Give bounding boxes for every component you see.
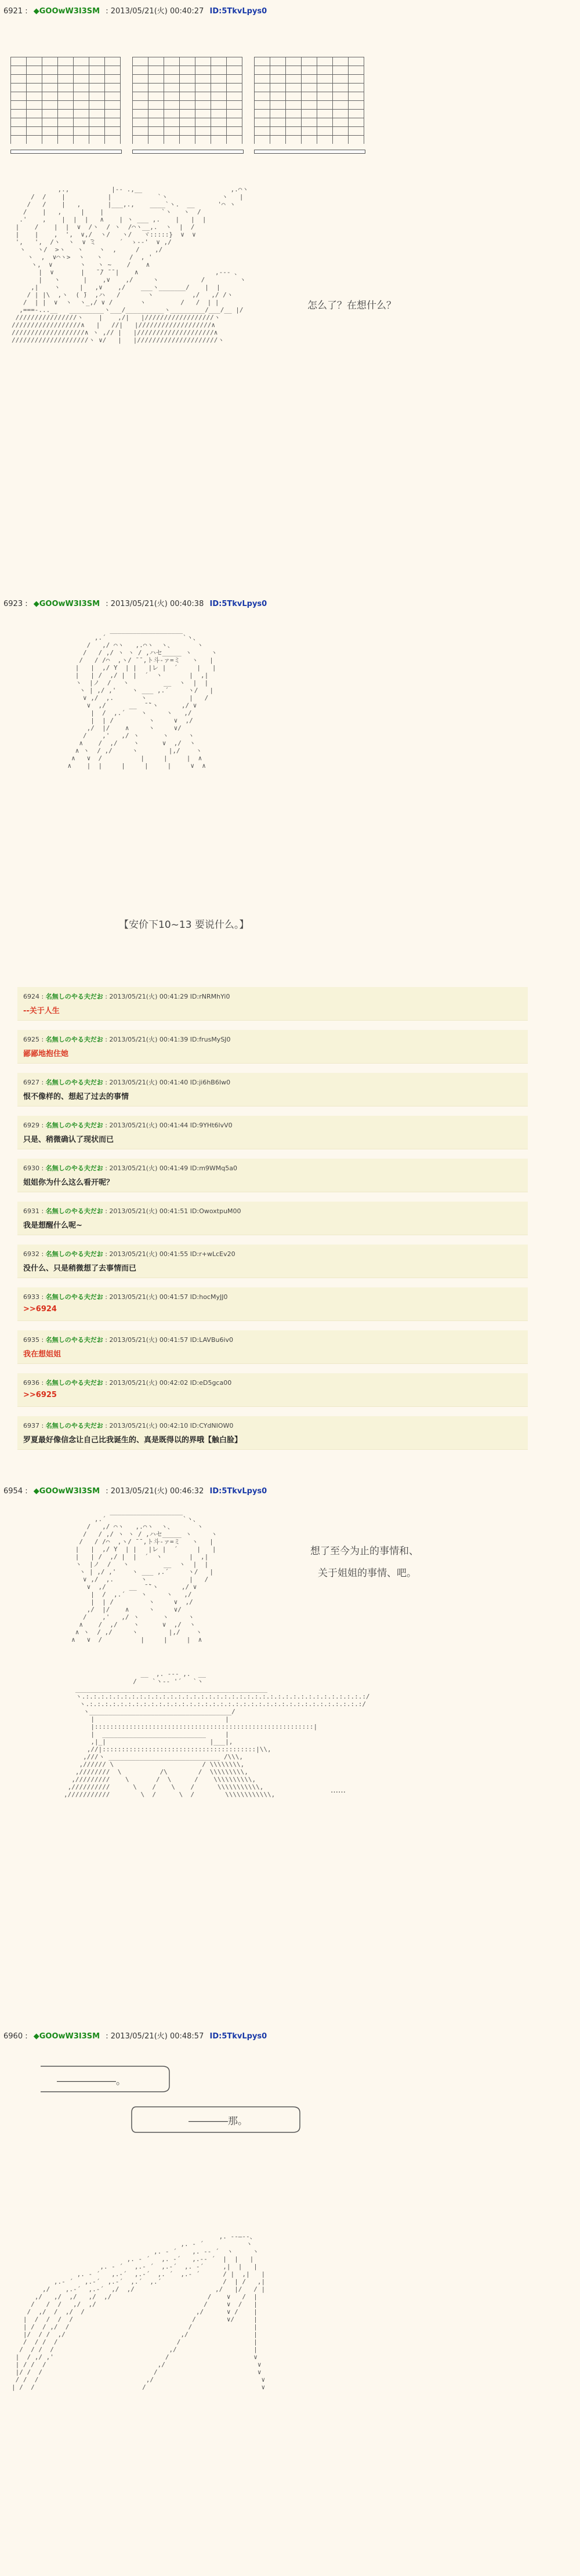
poster-id[interactable]: ID:5TkvLpys0 [209, 600, 267, 608]
post-date: : 2013/05/21(火) 00:46:32 [106, 1487, 204, 1496]
reply-link[interactable]: >>6925 [23, 1391, 57, 1399]
poster-id[interactable]: ID:5TkvLpys0 [209, 1487, 267, 1496]
post-header [3, 5, 267, 16]
post-date: : 2013/05/21(火) 00:48:57 [106, 2032, 204, 2041]
list-item: 6927 : 名無しのやる夫だお : 2013/05/21(火) 00:41:40 ID:ji6hB6Iw0 恨不像样的、想起了过去的事情 [17, 1073, 528, 1106]
speech-bubble: ――――那。 [188, 2116, 248, 2127]
speech-bubble: 关于姐姐的事情、吧。 [318, 1568, 416, 1579]
post-date: : 2013/05/21(火) 00:40:27 [106, 7, 204, 16]
ascii-art-character: ___________________ ,.´ `ヽ、 / ,/ ⌒ヽ ,.⌒ヽ ヽ、 ヽ / / ,/ ヽ ヽ / ,ハセ_____ ヽ ヽ / / /⌒ ,ヽ/ ̄ ̄ ,ト斗-ァ=ミ ヽ | | | ,/ Y | | |レ | ´ | | | | / ,/ | | ´ ヽ | ,| ヽ |ノ / ヽ __ ヽ | | ヽ | ,/ ,' ヽ ___ ,.´ ヽ/ | ∨ ,/ ,. ヽ | / ∨ ,/ __ ̄ ̄`ヽ ,/ ∨ | / ,.´ ヽ ヽ ,/ | | / ヽ ∨ ,/ ,/ |/ ∧ ヽ ∨/ / ,' ,/ ヽ ヽ ヽ ∧ / ,/ ヽ ∨ ,/ ヽ ∧ ヽ / ,/ ヽ |,/ ヽ ∧ ∨ / | | | ∧ [71, 1508, 217, 1643]
speech-bubble: …… [331, 1786, 346, 1795]
post-date: : 2013/05/21(火) 00:40:38 [106, 600, 204, 608]
post-header [3, 1485, 267, 1496]
poster-id[interactable]: ID:5TkvLpys0 [209, 2032, 267, 2041]
post-header [3, 597, 267, 608]
list-item: 6933 : 名無しのやる夫だお : 2013/05/21(火) 00:41:57 ID:hocMyJJ0 >>6924 [17, 1287, 528, 1321]
poster-id[interactable]: ID:5TkvLpys0 [209, 7, 267, 16]
speech-bubble: 怎么了？在想什么？ [307, 300, 396, 311]
list-item: 6931 : 名無しのやる夫だお : 2013/05/21(火) 00:41:51 ID:OwoxtpuM00 我是想醒什么呢~ [17, 1202, 528, 1235]
post-number: 6921 : [3, 7, 28, 16]
list-item: 6937 : 名無しのやる夫だお : 2013/05/21(火) 00:42:10 ID:CYdNIOW0 罗夏最好像信念让自己比我诞生的、真是既得以的界哦【触白脸】 [17, 1416, 528, 1450]
list-item: 6932 : 名無しのやる夫だお : 2013/05/21(火) 00:41:55 ID:r+wLcEv20 没什么、只是稍微想了去事情而已 [17, 1245, 528, 1278]
list-item: 6930 : 名無しのやる夫だお : 2013/05/21(火) 00:41:49 ID:m9WMq5a0 姐姐你为什么这么看开呢？ [17, 1159, 528, 1192]
list-item: 6936 : 名無しのやる夫だお : 2013/05/21(火) 00:42:02 ID:eD5gca00 >>6925 [17, 1373, 528, 1407]
post-number: 6923 : [3, 600, 28, 608]
ascii-art-character: __ ,. -‐- ,. __ / `ヽ‐‐ '´ `ヽ __________________________________________________ ヽ.:.:.:.:.:.:.:.:.:.:.:.:.:.:.:.:.:.:.:.:.:.:.:.:.:.:.:.:.:.:.:.:.:.:.:.:.:/ ヽ.:.:.:.:.:.:.:.:.:.:.:.:.:.:.:.:.:.:.:.:.:.:.:.:.:.:.:.:.:.:.:.:.:.:.:.:/ ヽ_____________________________________/ | | |:::::::::::::::::::::::::::::::::::::::::::::::::::::::::| | ___________________________ | ,|_| |___|, ,//|::::::::::::::::::::::::::::::::::::::::|\\, ,///ヽ _____________________________ /\\\, ,////// \ / \\\\\\\\, ,//////// \ /\ / \\\\\\\\\, ,///////// \ / \ / \\\\\\\\\\, ,////////// \ / \ / \\\\\\\\\\\, ,/////////// \ / \ / \\\\\\\\\\\\, [64, 1670, 370, 1798]
speech-bubble: 【安价下10~13 要说什么。】 [119, 919, 249, 931]
post-number: 6954 : [3, 1487, 28, 1496]
list-item: 6929 : 名無しのやる夫だお : 2013/05/21(火) 00:41:44 ID:9YHt6lvV0 只是、稍微确认了现状而已 [17, 1116, 528, 1149]
list-item: 6925 : 名無しのやる夫だお : 2013/05/21(火) 00:41:39 ID:frusMySJ0 鄙鄙地抱住她 [17, 1030, 528, 1064]
speech-bubble: 想了至今为止的事情和、 [310, 1545, 419, 1557]
poster-name[interactable]: ◆GOOwW3I3SM [33, 7, 100, 16]
list-item: 6924 : 名無しのやる夫だお : 2013/05/21(火) 00:41:29 ID:rNRMhYi0 --关于人生 [17, 987, 528, 1021]
poster-name[interactable]: ◆GOOwW3I3SM [33, 1487, 100, 1496]
reply-link[interactable]: >>6924 [23, 1305, 57, 1314]
ascii-art-character: ,., |‐- .,__ ,.⌒ヽ / / | | `ヽ ヽ | / / | , |___,., ____`ヽ. __ '⌒ ヽ / | , | | `ヽ ヽ / .' , | | | ∧ | ヽ ___ ,. | | | | / | | ∨ /ヽ / ヽ /⌒ヽ__,. ヽ | / | | , ', ∨,/ ヽ/ ヽ/ ヾ:::::} ∨ ∨ ', ', /ヽ ヽ ∨ ̄ミ ´ ゝ--' ∨ ,/ ヽ ヽ/ >ヽ ヽ ヽ , / ,/ ヽ , ∨⌒ヽ> ヽ ヽ / , ' ヽ, ∨ ヽ ヽ ~ / ∧ | ∨ | ̄ ̄/ ̄ ̄ | ∧ ,--- 、 | ヽ | ,∨ ,/ ヽ / ヽ ,| ヽ | ,∨ ,/ ___ヽ_______/ | | / | |\ ,ヽ ( ̄) ,ハ / ヽ ,/ ,/ /ヽ / | | ∨ ヽ ヽ_,/ ∨ / ヽ / / | | ,===-...__ _________ヽ___/__________ヽ_________/___/__ |/ ////////////////ヽ | ,/| |//////////////////ヽ //////////////////∧ | //| |///////////////////∧ ///////////////////∧ ヽ ,// | |////////////////////∧ ////////////////////ヽ ∨/ | |/////////////////////ヽ [12, 186, 249, 344]
list-item: 6935 : 名無しのやる夫だお : 2013/05/21(火) 00:41:57 ID:LAVBu6iv0 我在想姐姐 [17, 1330, 528, 1364]
speech-bubble: ――――――。 [57, 2076, 126, 2087]
poster-name[interactable]: ◆GOOwW3I3SM [33, 2032, 100, 2041]
post-header [3, 2030, 267, 2041]
ascii-art-character: ___________________ ,.´ `ヽ、 / ,/ ⌒ヽ ,.⌒ヽ ヽ、 ヽ / / ,/ ヽ ヽ / ,ハセ_____ ヽ ヽ / / /⌒ ,ヽ/ ̄ ̄ ,ト斗-ァ=ミ ヽ | | | ,/ Y | | |レ | ´ | | | | / ,/ | | ´ ヽ | ,| ヽ |ノ / ヽ __ ヽ | | ヽ | ,/ ,' ヽ ___ ,.´ ヽ/ | ∨ ,/ ,. ヽ | / ∨ ,/ __ ̄ ̄`ヽ ,/ ∨ | / ,.´ ヽ ヽ ,/ | | / ヽ ∨ ,/ ,/ |/ ∧ ヽ ∨/ / ,' ,/ ヽ ヽ ヽ ∧ / ,/ ヽ ∨ ,/ ヽ ∧ ヽ / ,/ ヽ |,/ ヽ ∧ ∨ / | | | ∧ ∧ | | | | | ∨ ∧ [67, 626, 217, 770]
ascii-art-hand: ,. ‐-―--、 ,. ‐ ´ ヽ ,. ‐ ´ ,. -‐ ´ ヽ ヽ ,. ‐ ´ ,. ‐´ ,.-‐ ´ | | | ,. ‐ ´ ,.‐ ´ ,.‐´ ,. ‐´ ,| | | ,. ‐ ´ ,.‐´ ,.‐´ ,. ´ ,.‐ ´ / | ,| | ,.‐ ´ ,.‐´ ,.‐´ ,.´ ,.´ / | / ,| ,/ ,.‐´ ,.‐´ ,/ ,/ ,/ |/ / | ,/ ,/ ,/ ,/ ,/ / ∨ / | / / / ,/ ,/ / ∨ / | / ,/ / ,/ / ,/ ∨ / | | / / / / / ∨/ | | / / ,/ / / | |/ / / ,/ ,/ | / / / / / | / / / / ,/ | | / ,/ ,' / ∨ | / / / ,/ ∨ |/ / / / ∨ / / / ,/ ∨ | / / / ∨ [12, 2233, 266, 2391]
poster-name[interactable]: ◆GOOwW3I3SM [33, 600, 100, 608]
post-number: 6960 : [3, 2032, 28, 2041]
